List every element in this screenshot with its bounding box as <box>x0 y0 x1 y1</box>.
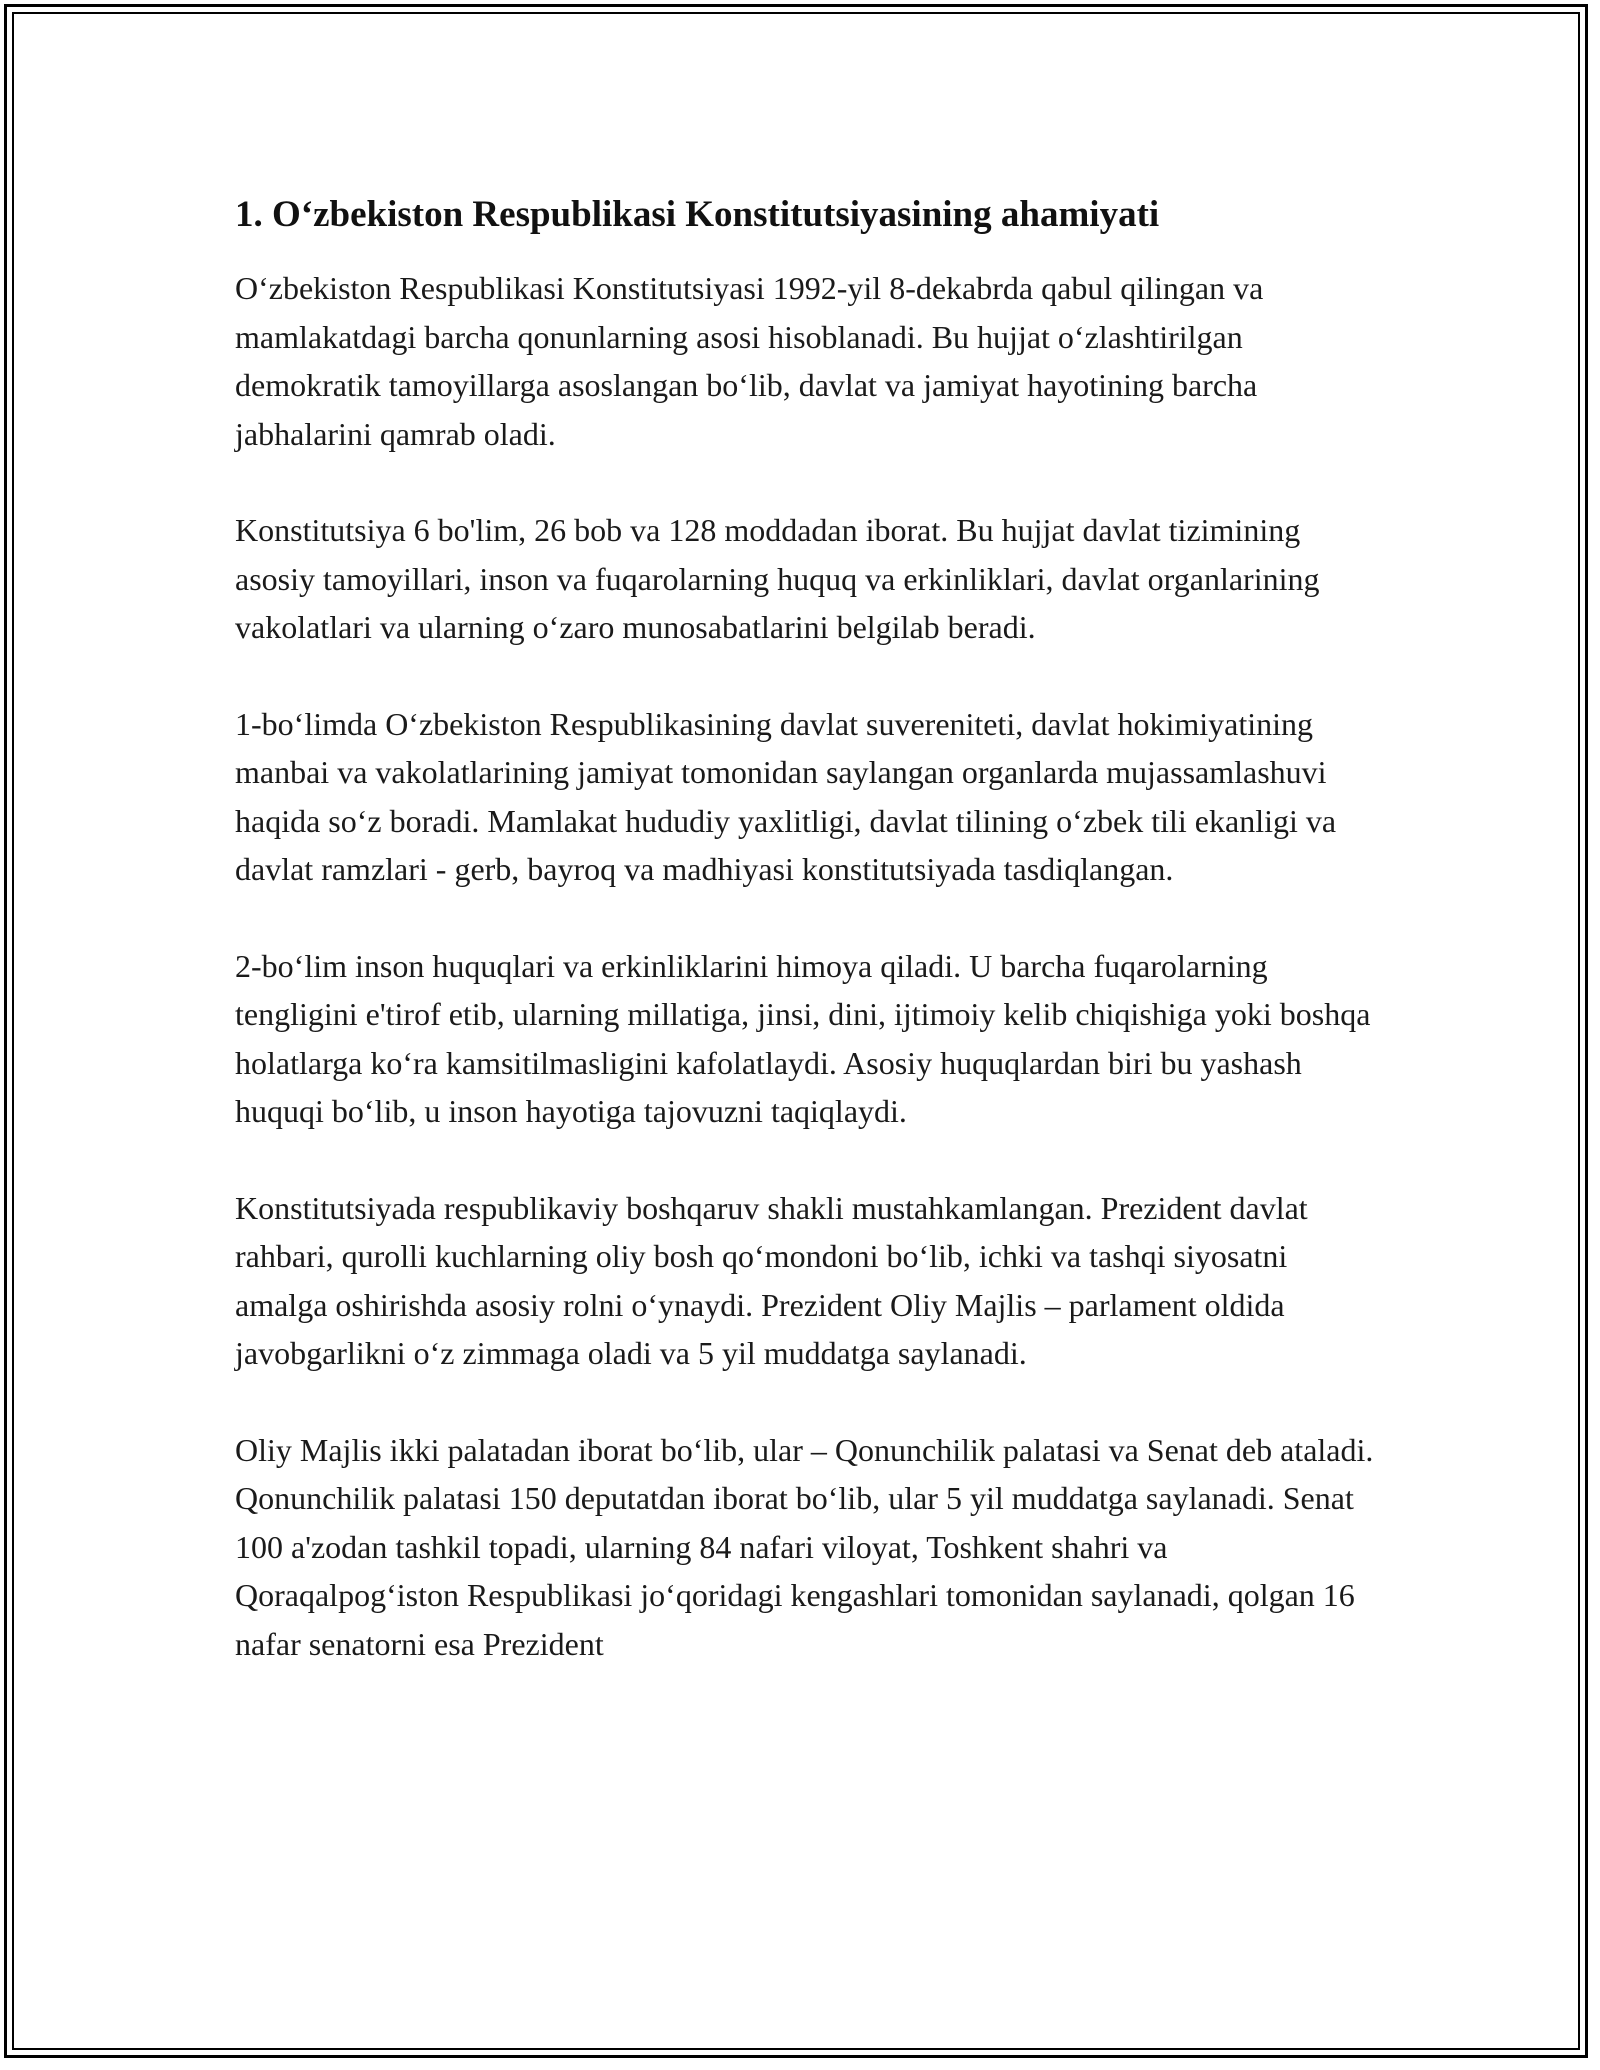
paragraph-section-1: 1-bo‘limda O‘zbekiston Respublikasining davlat suvereniteti, davlat hokimiyatining manbai va vakolatlarining jamiyat tomonidan saylangan organlarda mujassamlashuvi haqida so‘z boradi. Mamlakat hududiy yaxlitligi, davlat tilining o‘zbek tili ekanligi va davlat ramzlari - gerb, bayroq va madhiyasi konstitutsiyada tasdiqlangan. <box>235 705 1337 887</box>
paragraph-president: Konstitutsiyada respublikaviy boshqaruv shakli mustahkamlangan. Prezident davlat rahbari, qurolli kuchlarning oliy bosh qo‘mondoni bo‘lib, ichki va tashqi siyosatni amalga oshirishda asosiy rolni o‘ynaydi. Prezident Oliy Majlis – parlament oldida javobgarlikni o‘z zimmaga oladi va 5 yil muddatga saylanadi. <box>235 1189 1308 1371</box>
paragraph-structure: Konstitutsiya 6 bo'lim, 26 bob va 128 moddadan iborat. Bu hujjat davlat tizimining asosiy tamoyillari, inson va fuqarolarning huquq va erkinliklari, davlat organlarining vakolatlari va ularning o‘zaro munosabatlarini belgilab beradi. <box>235 512 1320 645</box>
paragraph-adoption: O‘zbekiston Respublikasi Konstitutsiyasi 1992-yil 8-dekabrda qabul qilingan va mamlakatdagi barcha qonunlarning asosi hisoblanadi. Bu hujjat o‘zlashtirilgan demokratik tamoyillarga asoslangan bo‘lib, davlat va jamiyat hayotining barcha jabhalarini qamrab oladi. <box>235 270 1264 452</box>
document-title: 1. O‘zbekiston Respublikasi Konstitutsiyasining ahamiyati <box>235 194 1160 235</box>
document-body <box>235 188 1380 1716</box>
paragraph-section-2: 2-bo‘lim inson huquqlari va erkinliklarini himoya qiladi. U barcha fuqarolarning tengligini e'tirof etib, ularning millatiga, jinsi, dini, ijtimoiy kelib chiqishiga yoki boshqa holatlarga ko‘ra kamsitilmasligini kafolatlaydi. Asosiy huquqlardan biri bu yashash huquqi bo‘lib, u inson hayotiga tajovuzni taqiqlaydi. <box>235 947 1371 1129</box>
paragraph-oliy-majlis: Oliy Majlis ikki palatadan iborat bo‘lib, ular – Qonunchilik palatasi va Senat deb ataladi. Qonunchilik palatasi 150 deputatdan iborat bo‘lib, ular 5 yil muddatga saylanadi. Senat 100 a'zodan tashkil topadi, ularning 84 nafari viloyat, Toshkent shahri va Qoraqalpog‘iston Respublikasi jo‘qoridagi kengashlari tomonidan saylanadi, qolgan 16 nafar senatorni esa Prezident <box>235 1431 1374 1662</box>
